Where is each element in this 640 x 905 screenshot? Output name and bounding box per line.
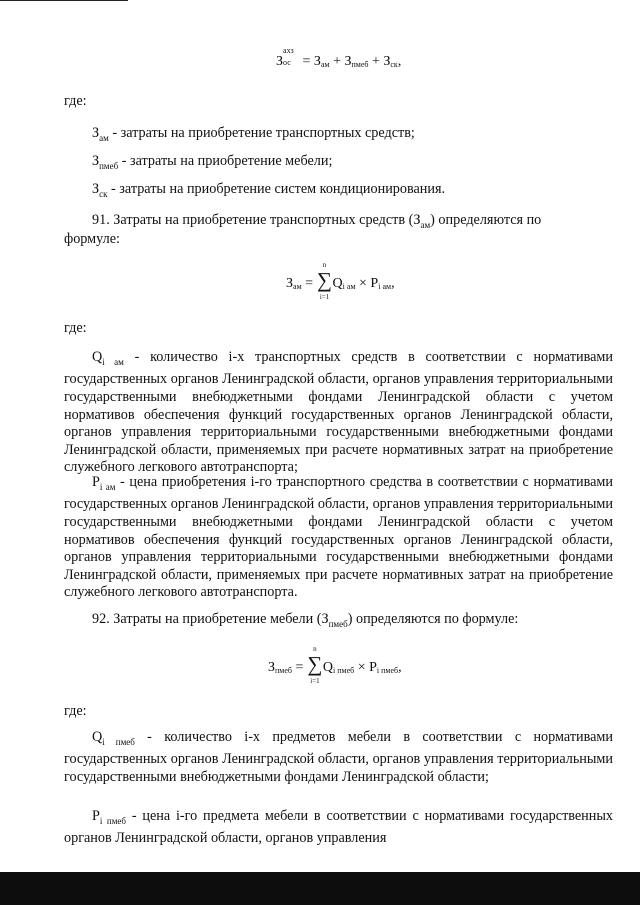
sum-sign: n ∑ i=1 [317,261,333,301]
formula-total-lhs-sub: ос [283,58,291,67]
definition-zpmeb: $З_{пмеб}$ - затраты на приобретение мебели; [92,153,333,171]
sum-sign: n ∑ i=1 [307,645,323,685]
item-91-heading: 91. Затраты на приобретение транспортных средств $(З_{ам})$ определяются по [92,212,542,230]
formula-total-op: + [333,54,341,69]
item-91-line2: формуле: [64,231,120,247]
scan-bottom-band [0,872,640,905]
formula-total-sub: ам [320,60,330,69]
where-label-2: где: [64,320,87,336]
formula-total-sub: пмеб [351,60,369,69]
formula-total-term: З [383,54,391,69]
item-92-heading: 92. Затраты на приобретение мебели $(З_{пмеб})$ определяются по формуле: [92,611,519,629]
formula-total-lhs-sup: ахз [283,46,294,55]
formula-total-term: З [313,54,321,69]
paragraph-pi-pmeb: $P_{i пмеб}$ - цена i-го предмета мебели в соответствии с нормативами государственных органов Ленинградской области, органов управления [64,808,613,847]
formula-92: $З_{пмеб}$ = n ∑ i=1 $Q_{i пмеб} \times P_{i пмеб}$, [268,645,402,685]
definition-zam: $З_{ам}$ - затраты на приобретение транспортных средств; [92,125,415,143]
definition-zsk: $З_{ск}$ - затраты на приобретение систем кондиционирования. [92,181,446,199]
formula-total: З ахз ос = $З_{ам} + З_{пмеб} + З_{ск}$, [276,46,402,69]
paragraph-qi-am: $Q_{i ам}$ - количество i-х транспортных средств в соответствии с нормативами государственных органов Ленинградской области, органов управления территориальными государственными внебюджетными фондами Ленинградской области с учетом нормативов обеспечения функций государственных органов Ленинградской области, органов управления территориальными государственными внебюджетными фондами Ленинградской области, применяемых при расчете нормативных затрат на приобретение служебного легкового автотранспорта; [64,349,613,476]
formula-total-lhs: З [276,54,284,69]
formula-91: $З_{ам}$ = n ∑ i=1 $Q_{i ам} \times P_{i ам}$, [286,261,395,301]
formula-total-op: + [371,54,380,69]
paragraph-pi-am: $P_{i ам}$ - цена приобретения i-го транспортного средства в соответствии с нормативами государственных органов Ленинградской области, органов управления территориальными государственными внебюджетными фондами Ленинградской области с учетом нормативов обеспечения функций государственных органов Ленинградской области, органов управления территориальными государственными внебюджетными фондами Ленинградской области, применяемых при расчете нормативных затрат на приобретение служебного легкового автотранспорта. [64,474,613,601]
formula-total-sub: ск [390,60,398,69]
formula-total-end: , [397,54,402,69]
formula-total-term: З [344,54,352,69]
where-label: где: [64,93,87,109]
where-label-3: где: [64,703,87,719]
paragraph-qi-pmeb: $Q_{i пмеб}$ - количество i-х предметов мебели в соответствии с нормативами государственных органов Ленинградской области, органов управления территориальными государственными внебюджетными фондами Ленинградской области; [64,729,613,786]
